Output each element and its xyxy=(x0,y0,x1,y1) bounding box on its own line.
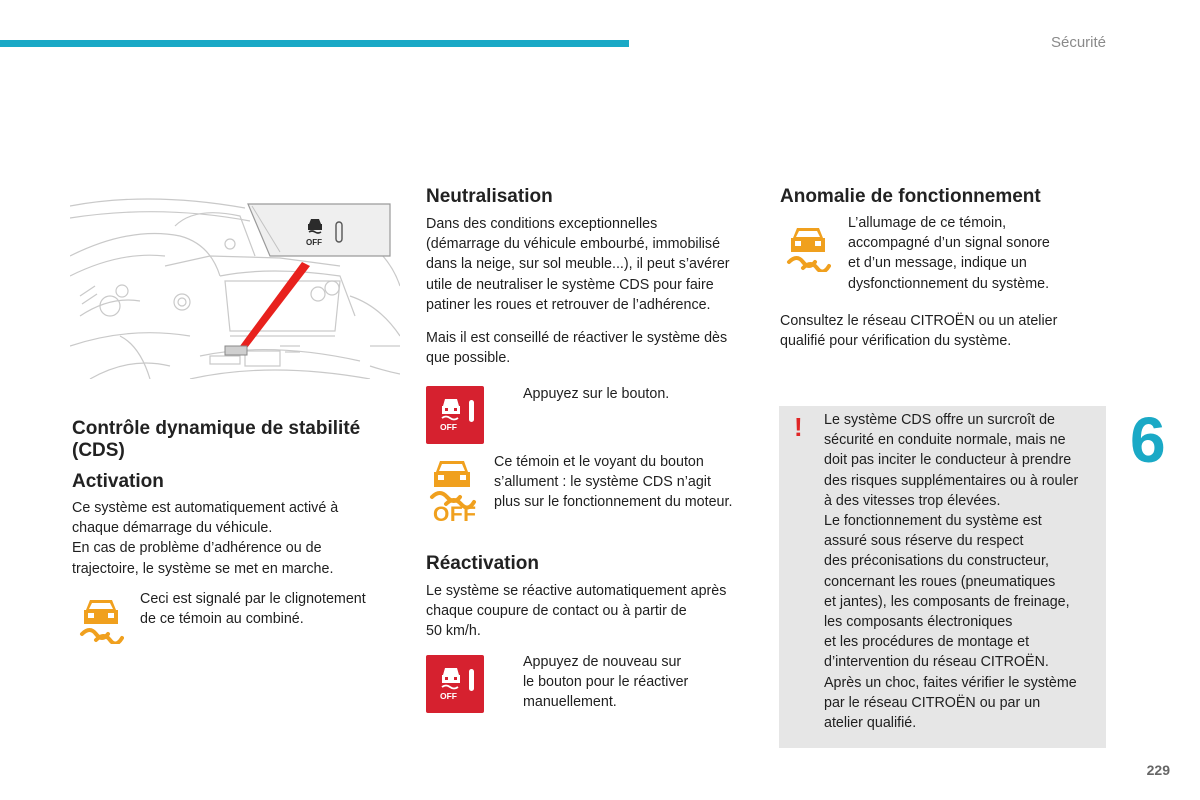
neutralisation-text: Dans des conditions exceptionnelles (démarrage du véhicule embourbé, immobilisé dans la neige, sur sol meuble...), il peut s’avérer utile de neutraliser le système CDS pour faire patiner les roues et retrouver de l’adhérence. xyxy=(426,216,730,313)
svg-text:OFF: OFF xyxy=(440,691,457,701)
illustration-off-label: OFF xyxy=(306,238,322,247)
cds-off-button-reactivate-icon xyxy=(426,655,484,713)
activation-text: Ce système est automatiquement activé à chaque démarrage du véhicule. En cas de problème d’adhérence ou de trajectoire, le système se met en marche. xyxy=(72,500,339,577)
reactivation-title: Réactivation xyxy=(426,553,539,574)
anomalie-text: Consultez le réseau CITROËN ou un atelier qualifié pour vérification du système. xyxy=(780,313,1058,350)
neutralisation-advice: Mais il est conseillé de réactiver le système dès que possible. xyxy=(426,330,728,367)
off-lamp-label: OFF xyxy=(433,503,477,526)
malfunction-warning-lamp-icon xyxy=(785,222,831,277)
dashboard-illustration xyxy=(70,196,400,379)
svg-text:OFF: OFF xyxy=(440,422,457,432)
reactivation-step: Appuyez de nouveau sur le bouton pour le réactiver manuellement. xyxy=(523,654,689,711)
reactivation-text: Le système se réactive automatiquement après chaque coupure de contact ou à partir de 50 km/h. xyxy=(426,583,727,640)
page-number: 229 xyxy=(1146,762,1170,778)
neutralisation-step: Appuyez sur le bouton. xyxy=(523,386,670,402)
anomalie-lamp-text: L’allumage de ce témoin, accompagné d’un signal sonore et d’un message, indique un dysfonctionnement du système. xyxy=(848,215,1050,292)
stability-warning-lamp-icon xyxy=(78,594,124,649)
warning-exclamation-icon: ! xyxy=(794,412,803,442)
activation-title: Activation xyxy=(72,471,164,492)
section-label: Sécurité xyxy=(1050,34,1106,51)
anomalie-title: Anomalie de fonctionnement xyxy=(780,186,1041,207)
warning-text: Le système CDS offre un surcroît de sécurité en conduite normale, mais ne doit pas inciter le conducteur à prendre des risques supplémentaires ou à rouler à des vitesses trop élevées. Le fonctionnement du système est assuré sous réserve du respect des préconisations du constructeur, concernant les roues (pneumatiques et jantes), les composants de freinage, les composants électroniques et les procédures de montage et d’intervention du réseau CITROËN. Après un choc, faites vérifier le système par le réseau CITROËN ou par un atelier qualifié. xyxy=(824,412,1079,732)
off-lamp-text: Ce témoin et le voyant du bouton s’allument : le système CDS n’agit plus sur le fonctionnement du moteur. xyxy=(494,454,733,511)
cds-title: Contrôle dynamique de stabilité (CDS) xyxy=(72,418,361,461)
cds-off-button-icon xyxy=(426,386,484,444)
chapter-number: 6 xyxy=(1130,404,1166,476)
activation-lamp-text: Ceci est signalé par le clignotement de ce témoin au combiné. xyxy=(140,591,366,628)
neutralisation-title: Neutralisation xyxy=(426,186,553,207)
dashboard-drawing xyxy=(70,196,400,379)
header-accent-bar xyxy=(0,40,629,47)
